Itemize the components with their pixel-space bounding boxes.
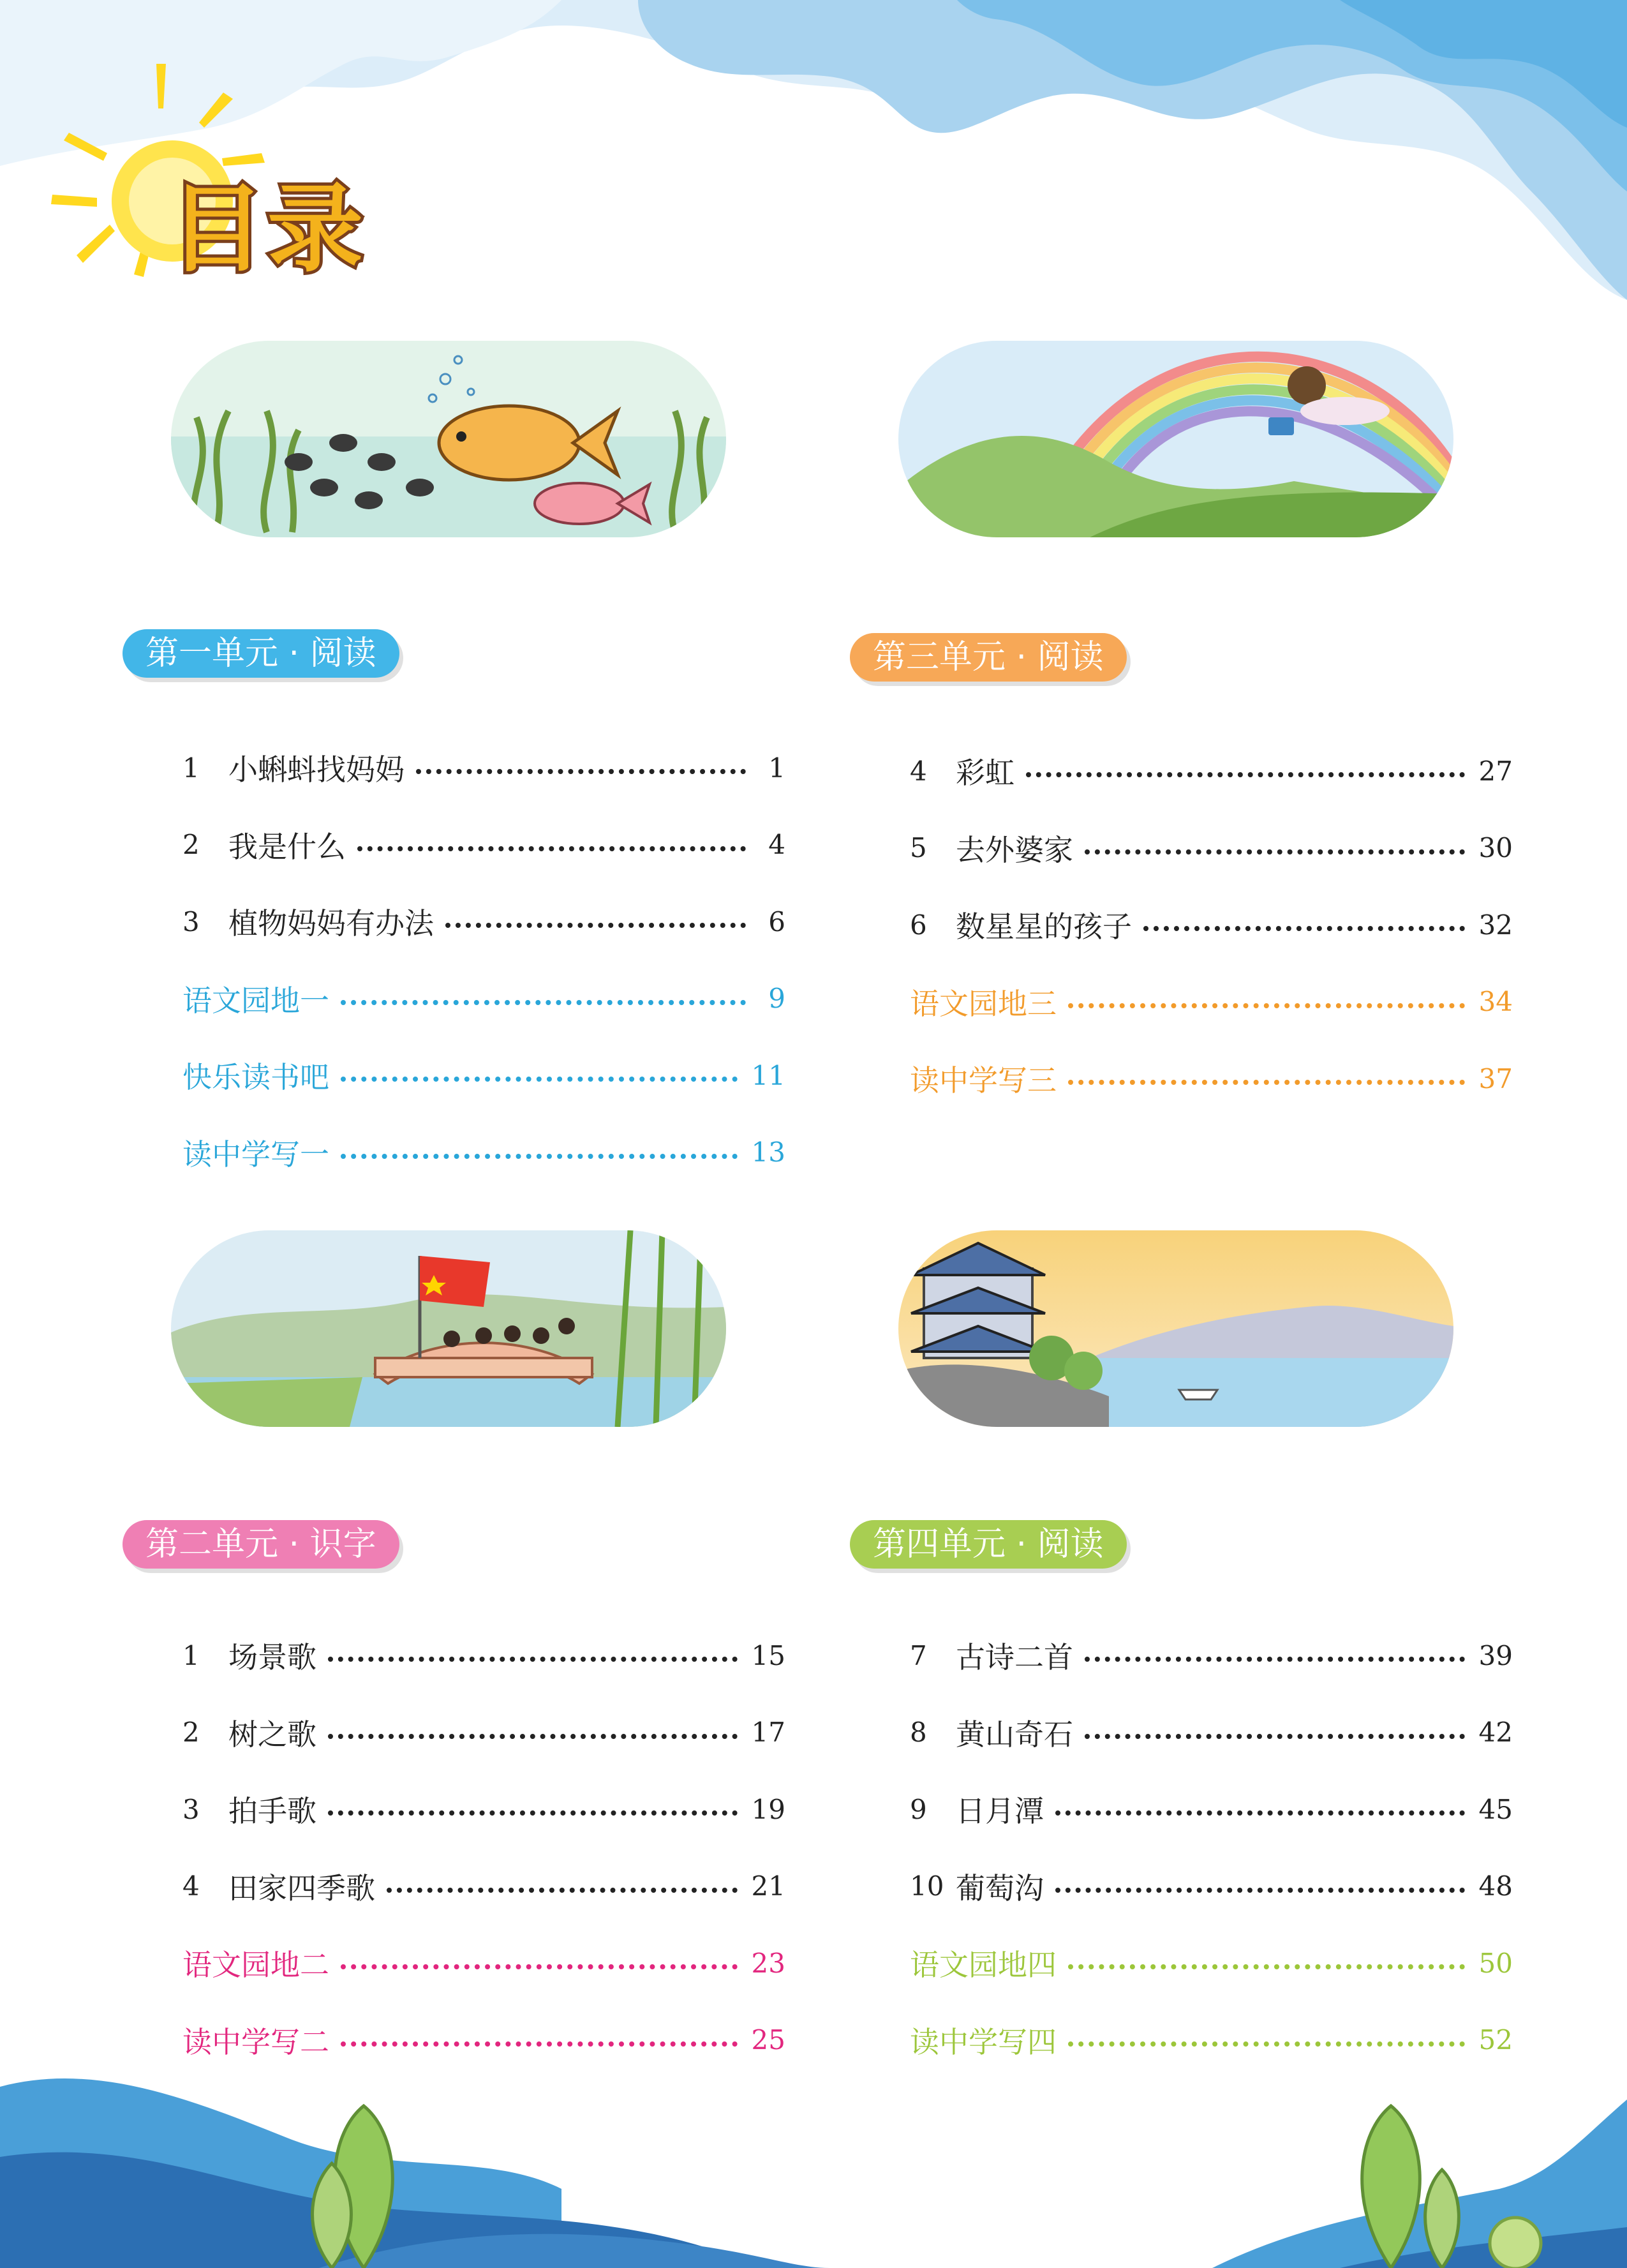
toc-entry[interactable]	[182, 1617, 785, 1694]
entry-page: 39	[1478, 1639, 1513, 1671]
entry-page: 30	[1478, 832, 1513, 864]
unit-heading-3: 第三单元 · 阅读	[850, 633, 1127, 682]
toc-entry[interactable]	[182, 1694, 785, 1772]
entry-page: 19	[751, 1793, 785, 1825]
entry-number: 1	[182, 1639, 200, 1671]
toc-entry[interactable]	[910, 886, 1513, 964]
toc-entry[interactable]	[910, 1848, 1513, 1925]
entry-number: 4	[910, 755, 927, 787]
entry-number: 2	[182, 829, 200, 861]
entry-page: 4	[768, 829, 785, 861]
entry-title: 树之歌	[228, 1717, 316, 1752]
extra-page: 50	[1478, 1947, 1513, 1979]
toc-extra-entry[interactable]	[182, 1114, 785, 1191]
dot-leader	[445, 923, 746, 928]
entry-number: 3	[182, 906, 200, 937]
entry-title: 拍手歌	[228, 1794, 316, 1829]
entry-page: 42	[1478, 1717, 1513, 1749]
extra-page: 34	[1478, 986, 1513, 1018]
entry-number: 7	[910, 1639, 927, 1671]
dot-leader	[1085, 849, 1465, 854]
toc-extra-entry[interactable]	[182, 1037, 785, 1114]
bottom-wave-decoration	[0, 2061, 1627, 2268]
entry-page: 27	[1478, 755, 1513, 787]
dot-leader	[1068, 1964, 1465, 1969]
toc-entry[interactable]	[910, 1617, 1513, 1694]
extra-title: 语文园地一	[182, 983, 329, 1018]
entry-number: 2	[182, 1717, 200, 1749]
extra-page: 37	[1478, 1063, 1513, 1094]
illustration-pond	[171, 341, 726, 537]
entry-page: 15	[751, 1639, 785, 1671]
toc-extra-entry[interactable]	[182, 960, 785, 1038]
illustration-pavilion	[898, 1230, 1453, 1427]
extra-title: 语文园地三	[910, 986, 1057, 1021]
entry-title: 田家四季歌	[228, 1870, 375, 1906]
entry-title: 数星星的孩子	[956, 909, 1132, 944]
toc-entry[interactable]	[182, 729, 785, 807]
unit-heading-1: 第一单元 · 阅读	[123, 629, 399, 678]
extra-page: 23	[751, 1947, 785, 1979]
dot-leader	[1068, 1003, 1465, 1008]
toc-entry[interactable]	[182, 1848, 785, 1925]
extra-page: 11	[751, 1059, 785, 1091]
entry-number: 4	[182, 1870, 200, 1902]
dot-leader	[328, 1657, 738, 1662]
dot-leader	[1143, 926, 1465, 931]
entry-page: 17	[751, 1717, 785, 1749]
dot-leader	[341, 1000, 746, 1005]
toc-unit-4	[910, 1617, 1513, 2078]
dot-leader	[328, 1734, 738, 1739]
dot-leader	[341, 2041, 738, 2047]
toc-extra-entry[interactable]	[910, 964, 1513, 1041]
entry-number: 1	[182, 752, 200, 784]
entry-page: 45	[1478, 1793, 1513, 1825]
entry-title: 去外婆家	[956, 832, 1073, 867]
toc-entry[interactable]	[910, 733, 1513, 810]
entry-page: 21	[751, 1870, 785, 1902]
entry-title: 黄山奇石	[956, 1717, 1073, 1752]
toc-entry[interactable]	[910, 1771, 1513, 1848]
entry-number: 3	[182, 1793, 200, 1825]
entry-title: 葡萄沟	[956, 1870, 1044, 1906]
toc-unit-2	[182, 1617, 785, 2078]
toc-entry[interactable]	[182, 807, 785, 884]
dot-leader	[1085, 1734, 1465, 1739]
extra-page: 52	[1478, 2024, 1513, 2056]
dot-leader	[1068, 1080, 1465, 1085]
page-title: 目录	[169, 174, 366, 285]
dot-leader	[1085, 1657, 1465, 1662]
dot-leader	[1068, 2041, 1465, 2047]
toc-extra-entry[interactable]	[182, 1925, 785, 2002]
toc-entry[interactable]	[910, 810, 1513, 887]
extra-title: 读中学写四	[910, 2024, 1057, 2059]
toc-entry[interactable]	[910, 1694, 1513, 1772]
entry-title: 日月潭	[956, 1794, 1044, 1829]
toc-extra-entry[interactable]	[910, 1925, 1513, 2002]
illustration-rainbow	[898, 341, 1453, 537]
entry-number: 6	[910, 909, 927, 941]
entry-page: 48	[1478, 1870, 1513, 1902]
entry-title: 彩虹	[956, 756, 1014, 791]
entry-number: 5	[910, 832, 927, 864]
entry-number: 8	[910, 1717, 927, 1749]
unit-heading-4: 第四单元 · 阅读	[850, 1520, 1127, 1569]
entry-title: 植物妈妈有办法	[228, 906, 434, 941]
dot-leader	[416, 769, 746, 774]
extra-page: 25	[751, 2024, 785, 2056]
extra-title: 快乐读书吧	[182, 1060, 329, 1095]
entry-number: 10	[910, 1870, 944, 1902]
toc-extra-entry[interactable]	[910, 1040, 1513, 1117]
dot-leader	[328, 1810, 738, 1816]
entry-page: 32	[1478, 909, 1513, 941]
extra-page: 9	[768, 983, 785, 1015]
toc-unit-1	[182, 729, 785, 1191]
illustration-bridge	[171, 1230, 726, 1427]
entry-title: 我是什么	[228, 829, 346, 864]
toc-entry[interactable]	[182, 883, 785, 960]
dot-leader	[1026, 772, 1465, 777]
entry-page: 1	[768, 752, 785, 784]
toc-unit-3	[910, 733, 1513, 1117]
entry-page: 6	[768, 906, 785, 937]
dot-leader	[1055, 1810, 1465, 1816]
dot-leader	[341, 1964, 738, 1969]
dot-leader	[341, 1154, 738, 1159]
dot-leader	[1055, 1888, 1465, 1893]
extra-title: 读中学写二	[182, 2024, 329, 2059]
dot-leader	[341, 1077, 738, 1082]
entry-title: 古诗二首	[956, 1640, 1073, 1675]
dot-leader	[387, 1888, 738, 1893]
entry-title: 小蝌蚪找妈妈	[228, 752, 405, 787]
extra-page: 13	[751, 1137, 785, 1168]
unit-heading-2: 第二单元 · 识字	[123, 1520, 399, 1569]
extra-title: 读中学写三	[910, 1063, 1057, 1098]
extra-title: 语文园地四	[910, 1948, 1057, 1983]
entry-title: 场景歌	[228, 1640, 316, 1675]
entry-number: 9	[910, 1793, 927, 1825]
extra-title: 语文园地二	[182, 1948, 329, 1983]
extra-title: 读中学写一	[182, 1137, 329, 1172]
toc-entry[interactable]	[182, 1771, 785, 1848]
dot-leader	[357, 846, 746, 851]
